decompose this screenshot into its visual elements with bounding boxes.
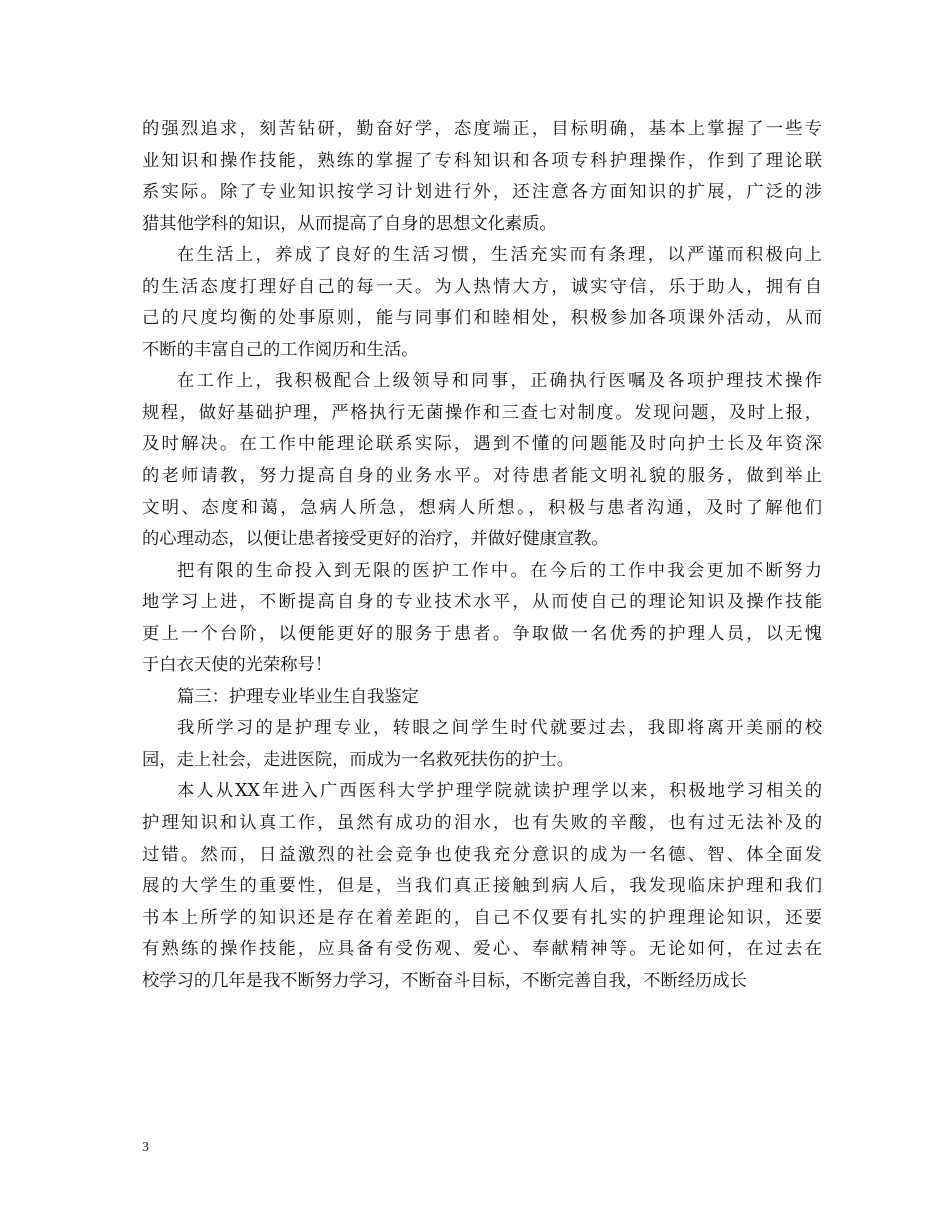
paragraph — [142, 682, 822, 714]
text-line: 把有限的生命投入到无限的医护工作中。在今后的工作中我会更加不断努力 — [177, 560, 822, 581]
text-line: 护理知识和认真工作，虽然有成功的泪水，也有失败的辛酸，也有过无法补及的 — [142, 813, 822, 834]
paragraph — [142, 240, 822, 366]
document-body — [142, 114, 822, 997]
text-line: 篇三：护理专业毕业生自我鉴定 — [177, 686, 419, 707]
text-line: 在工作上，我积极配合上级领导和同事，正确执行医嘱及各项护理技术操作 — [177, 371, 822, 392]
text-line: 不断的丰富自己的工作阅历和生活。 — [142, 339, 419, 360]
text-line: 的生活态度打理好自己的每一天。为人热情大方，诚实守信，乐于助人，拥有自 — [142, 276, 822, 297]
text-line: 的老师请教，努力提高自身的业务水平。对待患者能文明礼貌的服务，做到举止 — [142, 466, 822, 487]
text-line: 于白衣天使的光荣称号！ — [142, 655, 333, 676]
text-line: 己的尺度均衡的处事原则，能与同事们和睦相处，积极参加各项课外活动，从而 — [142, 308, 822, 329]
text-line: 我所学习的是护理专业，转眼之间学生时代就要过去，我即将离开美丽的校 — [177, 718, 822, 739]
text-line: 文明、态度和蔼，急病人所急，想病人所想。，积极与患者沟通，及时了解他们 — [142, 497, 822, 518]
text-line: 规程，做好基础护理，严格执行无菌操作和三查七对制度。发现问题，及时上报， — [142, 402, 822, 423]
text-line: 地学习上进，不断提高自身的专业技术水平，从而使自己的理论知识及操作技能 — [142, 592, 822, 613]
text-line: 的心理动态，以便让患者接受更好的治疗，并做好健康宣教。 — [142, 529, 609, 550]
text-line: 校学习的几年是我不断努力学习，不断奋斗目标，不断完善自我，不断经历成长 — [142, 970, 747, 991]
paragraph — [142, 114, 822, 240]
text-line: 业知识和操作技能，熟练的掌握了专科知识和各项专科护理操作，作到了理论联 — [142, 150, 822, 171]
paragraph — [142, 366, 822, 555]
text-line: 有熟练的操作技能，应具备有受伤观、爱心、奉献精神等。无论如何，在过去在 — [142, 939, 822, 960]
text-line: 书本上所学的知识还是存在着差距的，自己不仅要有扎实的护理理论知识，还要 — [142, 907, 822, 928]
text-line: 在生活上，养成了良好的生活习惯，生活充实而有条理，以严谨而积极向上 — [177, 245, 822, 266]
text-line: 园，走上社会，走进医院，而成为一名救死扶伤的护士。 — [142, 749, 575, 770]
text-line: 猎其他学科的知识，从而提高了自身的思想文化素质。 — [142, 213, 557, 234]
page-number: 3 — [142, 1140, 149, 1155]
paragraph — [142, 713, 822, 776]
text-line: 系实际。除了专业知识按学习计划进行外，还注意各方面知识的扩展，广泛的涉 — [142, 182, 822, 203]
text-line: 过错。然而，日益激烈的社会竞争也使我充分意识的成为一名德、智、体全面发 — [142, 844, 822, 865]
text-line: 本人从XX年进入广西医科大学护理学院就读护理学以来，积极地学习相关的 — [177, 781, 822, 802]
text-line: 的强烈追求，刻苦钻研，勤奋好学，态度端正，目标明确，基本上掌握了一些专 — [142, 119, 822, 139]
text-line: 展的大学生的重要性，但是，当我们真正接触到病人后，我发现临床护理和我们 — [142, 876, 822, 897]
paragraph — [142, 776, 822, 997]
text-line: 更上一个台阶，以便能更好的服务于患者。争取做一名优秀的护理人员，以无愧 — [142, 623, 822, 644]
paragraph — [142, 556, 822, 682]
text-line: 及时解决。在工作中能理论联系实际，遇到不懂的问题能及时向护士长及年资深 — [142, 434, 822, 455]
